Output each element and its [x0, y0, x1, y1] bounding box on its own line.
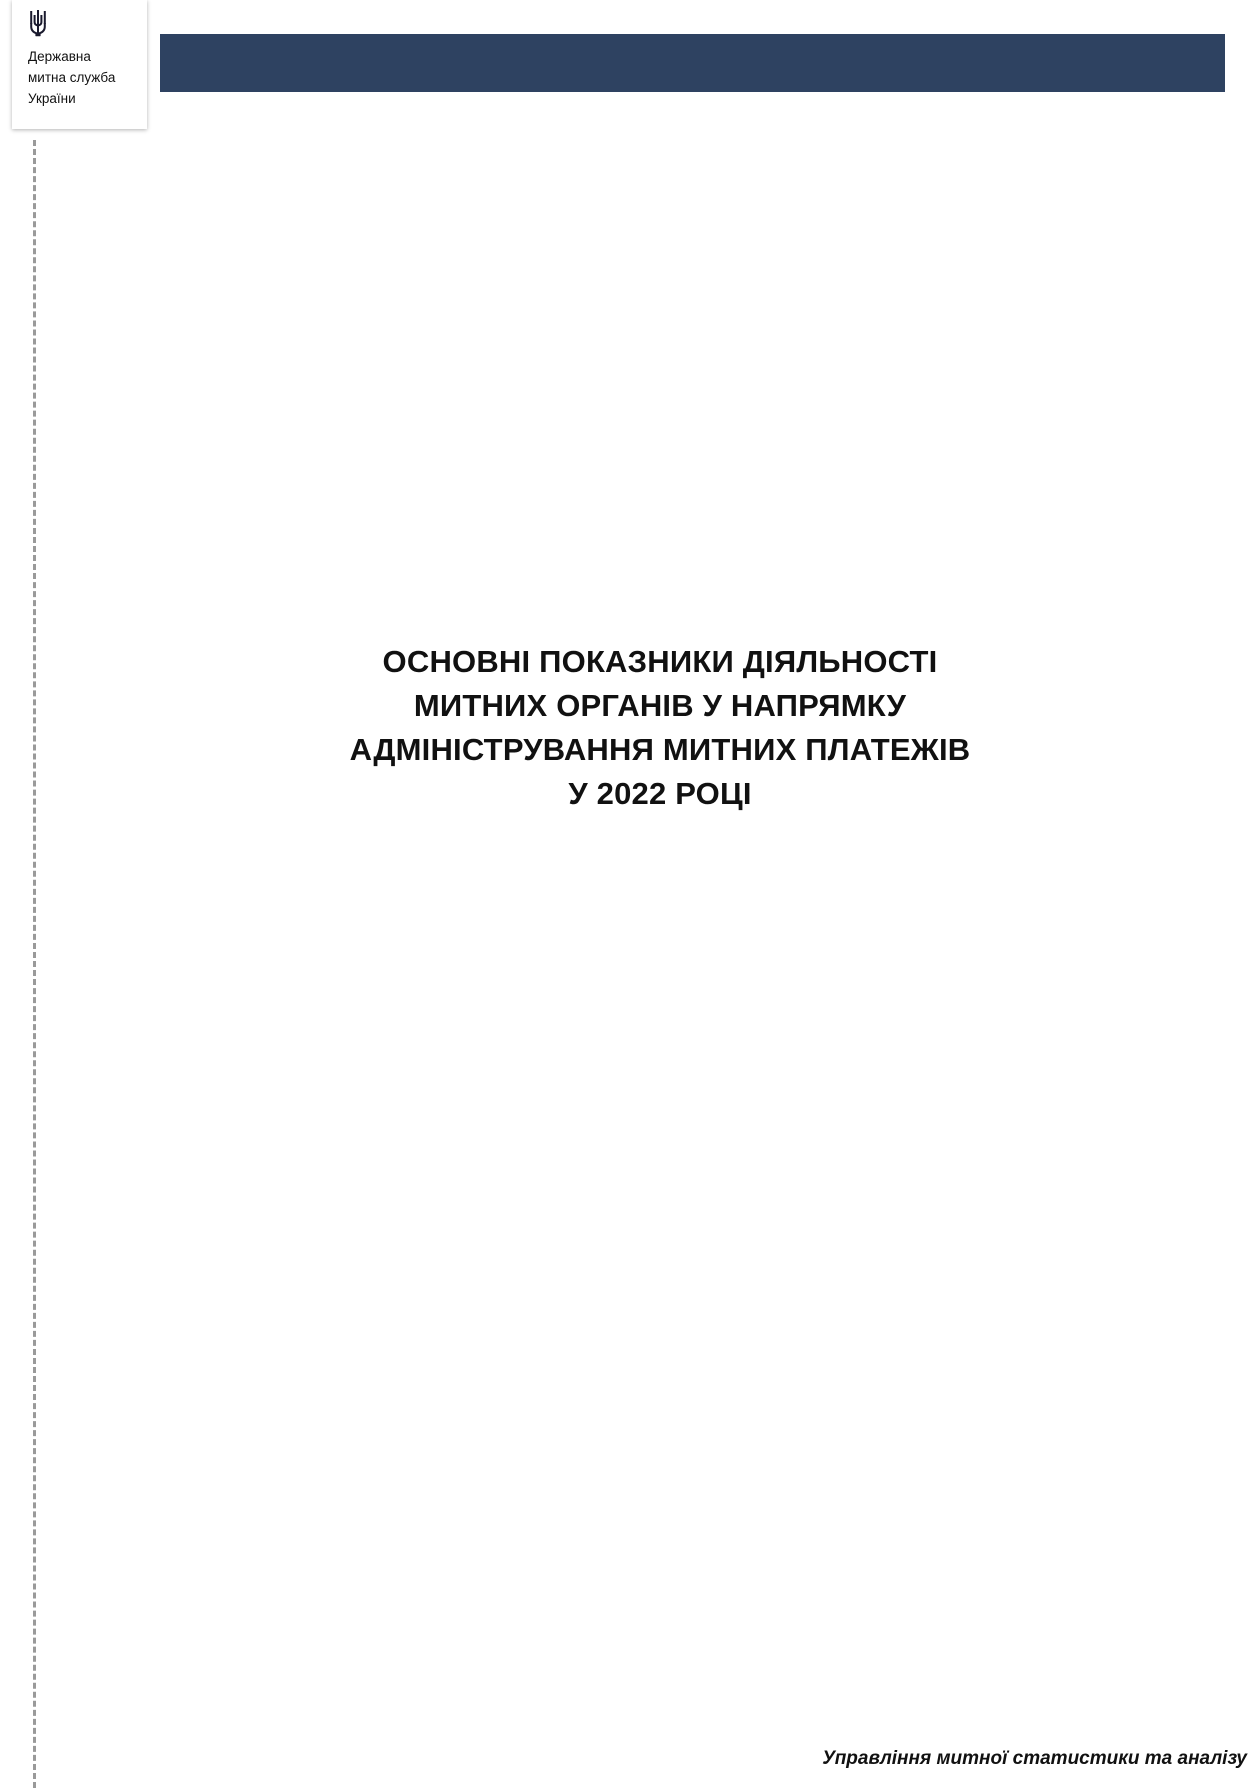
title-line-3: АДМІНІСТРУВАННЯ МИТНИХ ПЛАТЕЖІВ: [349, 732, 971, 768]
footer-text: Управління митної статистики та аналізу: [822, 1748, 1247, 1769]
page-title: [160, 640, 1160, 816]
title-line-2: МИТНИХ ОРГАНІВ У НАПРЯМКУ: [413, 688, 907, 724]
top-banner: [160, 34, 1225, 92]
ukraine-trident-emblem-icon: [28, 8, 48, 38]
logo-text-line-1: Державна: [28, 49, 91, 64]
left-dashed-rule: [33, 140, 36, 1788]
title-line-4: У 2022 РОЦІ: [568, 776, 752, 812]
title-line-1: ОСНОВНІ ПОКАЗНИКИ ДІЯЛЬНОСТІ: [382, 644, 938, 679]
logo-card: [12, 0, 147, 129]
logo-text-line-2: митна служба: [28, 69, 116, 85]
logo-text-line-3: України: [28, 90, 76, 106]
logo-text: [28, 47, 137, 110]
